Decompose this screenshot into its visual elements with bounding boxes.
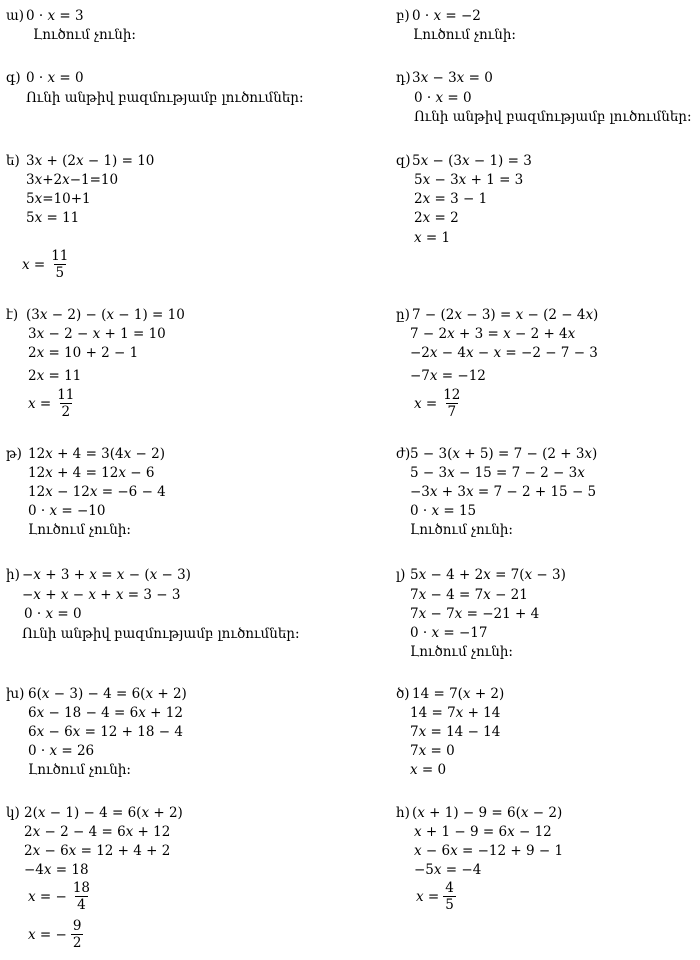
equation-line: 12𝑥 + 4 = 3(4𝑥 − 2): [28, 446, 165, 462]
equation-line: 0 · 𝑥 = 3: [26, 8, 84, 24]
fraction-numerator: 4: [445, 880, 454, 896]
fraction-denominator: 2: [72, 935, 82, 951]
equation-line: 5 − 3𝑥 − 15 = 7 − 2 − 3𝑥: [410, 465, 585, 481]
equation-line: 7𝑥 − 4 = 7𝑥 − 21: [410, 587, 528, 603]
answer-line: Լուծում չունի:: [28, 522, 131, 538]
equation-line: 5𝑥 = 11: [26, 210, 80, 226]
equation-line: 3𝑥 − 3𝑥 = 0: [412, 70, 493, 86]
equation-line: 5𝑥=10+1: [26, 191, 91, 207]
fraction-lhs: 𝑥 = −: [28, 926, 67, 943]
equation-line: 0 · 𝑥 = 0: [26, 70, 84, 86]
equation-line: 2𝑥 = 10 + 2 − 1: [28, 345, 139, 361]
fraction-numerator: 12: [443, 387, 461, 403]
equation-line: 7 − 2𝑥 + 3 = 𝑥 − 2 + 4𝑥: [410, 326, 576, 342]
equation-line: 5 − 3(𝑥 + 5) = 7 − (2 + 3𝑥): [410, 446, 598, 462]
fraction-numerator: 11: [57, 387, 75, 403]
equation-line: 0 · 𝑥 = 26: [28, 743, 95, 759]
answer-line: Լուծում չունի:: [413, 27, 516, 43]
equation-line: 2𝑥 − 2 − 4 = 6𝑥 + 12: [24, 824, 171, 840]
equation-line: 0 · 𝑥 = −10: [28, 503, 106, 519]
equation-line: −𝑥 + 3 + 𝑥 = 𝑥 − (𝑥 − 3): [22, 567, 191, 583]
equation-line: 14 = 7𝑥 + 14: [410, 705, 501, 721]
fraction-denominator: 4: [77, 897, 86, 913]
answer-line: Ունի անթիվ բազմությամբ լուծումներ:: [414, 109, 692, 125]
problem-label: ա): [6, 8, 25, 24]
answer-line: Լուծում չունի:: [410, 522, 513, 538]
fraction-line: [28, 387, 76, 420]
fraction-line: [28, 880, 92, 913]
problem-label: հ): [396, 805, 410, 821]
fraction-lhs: 𝑥 = −: [28, 888, 67, 905]
equation-line: 𝑥 + 1 − 9 = 6𝑥 − 12: [414, 824, 552, 840]
problem-label: լ): [396, 567, 406, 583]
equation-line: 𝑥 = 1: [414, 230, 451, 246]
equation-line: 7 − (2𝑥 − 3) = 𝑥 − (2 − 4𝑥): [412, 307, 599, 323]
answer-line: Լուծում չունի:: [410, 644, 513, 660]
equation-line: (𝑥 + 1) − 9 = 6(𝑥 − 2): [412, 805, 563, 821]
equation-line: −𝑥 + 𝑥 − 𝑥 + 𝑥 = 3 − 3: [22, 587, 181, 603]
problem-label: ի): [6, 567, 20, 583]
equation-line: 5𝑥 − 4 + 2𝑥 = 7(𝑥 − 3): [410, 567, 566, 583]
fraction-line: [22, 248, 70, 281]
fraction-lhs: 𝑥 =: [416, 888, 440, 905]
fraction-line: [28, 918, 83, 951]
equation-line: 12𝑥 + 4 = 12𝑥 − 6: [28, 465, 155, 481]
answer-line: Լուծում չունի:: [33, 27, 136, 43]
problem-label: բ): [396, 8, 410, 24]
equation-line: 2(𝑥 − 1) − 4 = 6(𝑥 + 2): [24, 805, 183, 821]
equation-line: 0 · 𝑥 = 0: [414, 90, 472, 106]
equation-line: 𝑥 = 0: [410, 762, 447, 778]
equation-line: 0 · 𝑥 = −2: [412, 8, 481, 24]
equation-line: −5𝑥 = −4: [414, 862, 482, 878]
equation-line: 3𝑥+2𝑥−1=10: [26, 172, 119, 188]
problem-label: դ): [396, 70, 411, 86]
equation-line: 6(𝑥 − 3) − 4 = 6(𝑥 + 2): [28, 686, 187, 702]
problem-label: խ): [6, 686, 25, 702]
equation-line: 𝑥 − 6𝑥 = −12 + 9 − 1: [414, 843, 564, 859]
fraction-numerator: 11: [51, 248, 69, 264]
equation-line: 0 · 𝑥 = 0: [24, 606, 82, 622]
answer-line: Լուծում չունի:: [28, 762, 131, 778]
equation-line: 2𝑥 − 6𝑥 = 12 + 4 + 2: [24, 843, 171, 859]
fraction-denominator: 5: [55, 265, 65, 281]
equation-line: 6𝑥 − 18 − 4 = 6𝑥 + 12: [28, 705, 183, 721]
fraction-line: [416, 880, 456, 913]
fraction-lhs: 𝑥 =: [22, 256, 46, 273]
problem-label: կ): [6, 805, 20, 821]
fraction-line: [414, 387, 462, 420]
equation-line: −4𝑥 = 18: [24, 862, 89, 878]
fraction-numerator: 18: [72, 880, 91, 896]
equation-line: 2𝑥 = 2: [414, 210, 459, 226]
problem-label: ժ): [396, 446, 411, 462]
equation-line: 5𝑥 − 3𝑥 + 1 = 3: [414, 172, 524, 188]
fraction-numerator: 9: [72, 918, 82, 934]
equation-line: 7𝑥 = 14 − 14: [410, 724, 501, 740]
problem-label: թ): [6, 446, 22, 462]
equation-line: −2𝑥 − 4𝑥 − 𝑥 = −2 − 7 − 3: [410, 345, 598, 361]
fraction-lhs: 𝑥 =: [28, 395, 52, 412]
fraction-denominator: 2: [61, 404, 71, 420]
equation-line: 3𝑥 − 2 − 𝑥 + 1 = 10: [28, 326, 166, 342]
equation-line: 5𝑥 − (3𝑥 − 1) = 3: [412, 153, 532, 169]
equation-line: 7𝑥 = 0: [410, 743, 455, 759]
fraction-denominator: 5: [445, 897, 454, 913]
equation-line: −7𝑥 = −12: [410, 368, 486, 384]
equation-line: 0 · 𝑥 = 15: [410, 503, 477, 519]
equation-line: 0 · 𝑥 = −17: [410, 625, 488, 641]
equation-line: 14 = 7(𝑥 + 2): [412, 686, 505, 702]
problem-label: ե): [6, 153, 20, 169]
problem-label: գ): [6, 70, 21, 86]
fraction-lhs: 𝑥 =: [414, 395, 438, 412]
equation-line: 2𝑥 = 11: [28, 368, 82, 384]
equation-line: 7𝑥 − 7𝑥 = −21 + 4: [410, 606, 540, 622]
problem-label: է): [6, 307, 19, 323]
equation-line: (3𝑥 − 2) − (𝑥 − 1) = 10: [26, 307, 185, 323]
equation-line: −3𝑥 + 3𝑥 = 7 − 2 + 15 − 5: [410, 484, 597, 500]
equation-line: 2𝑥 = 3 − 1: [414, 191, 488, 207]
equation-line: 3𝑥 + (2𝑥 − 1) = 10: [26, 153, 155, 169]
answer-line: Ունի անթիվ բազմությամբ լուծումներ:: [26, 90, 304, 106]
fraction-denominator: 7: [447, 404, 457, 420]
problem-label: ը): [396, 307, 410, 323]
answer-line: Ունի անթիվ բազմությամբ լուծումներ:: [22, 626, 300, 642]
equation-line: 6𝑥 − 6𝑥 = 12 + 18 − 4: [28, 724, 183, 740]
equation-line: 12𝑥 − 12𝑥 = −6 − 4: [28, 484, 166, 500]
problem-label: զ): [396, 153, 411, 169]
problem-label: ծ): [396, 686, 410, 702]
